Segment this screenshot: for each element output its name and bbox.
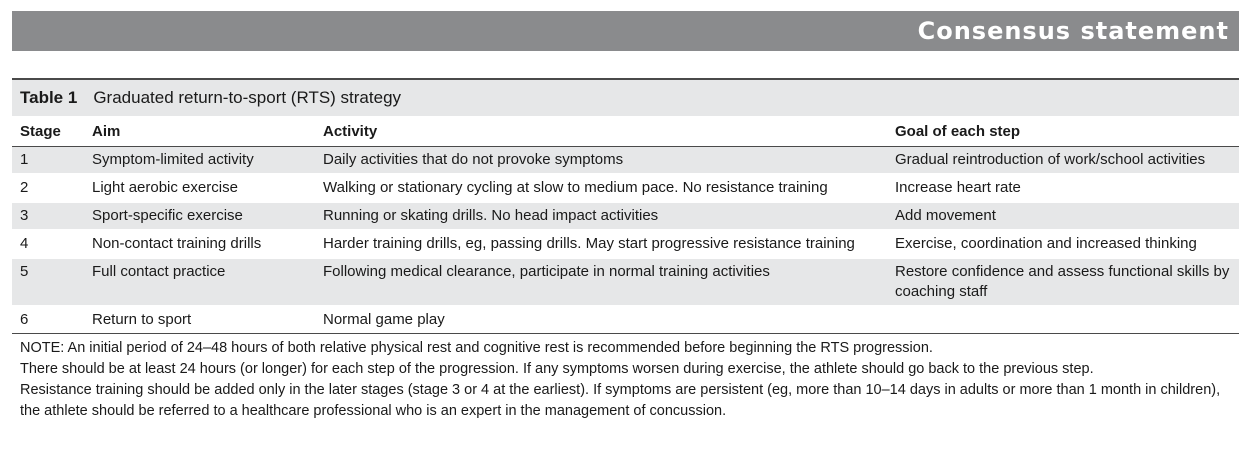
note-paragraph: NOTE: An initial period of 24–48 hours of both relative physical rest and cognitive rest is recommended before beginning the RTS progression. <box>20 340 933 356</box>
cell-activity: Following medical clearance, participate in normal training activities <box>315 258 887 306</box>
cell-stage: 1 <box>12 147 84 175</box>
section-header-band <box>12 11 1239 51</box>
cell-stage: 3 <box>12 202 84 230</box>
cell-activity: Normal game play <box>315 306 887 334</box>
table-container <box>12 78 1239 422</box>
cell-goal: Exercise, coordination and increased thinking <box>887 230 1239 258</box>
cell-goal: Gradual reintroduction of work/school activities <box>887 147 1239 175</box>
rts-strategy-table <box>12 116 1239 334</box>
cell-stage: 6 <box>12 306 84 334</box>
cell-goal: Restore confidence and assess functional skills by coaching staff <box>887 258 1239 306</box>
section-title: Consensus statement <box>917 17 1229 45</box>
table-row <box>12 306 1239 334</box>
table-row <box>12 147 1239 175</box>
cell-aim: Light aerobic exercise <box>84 174 315 202</box>
cell-activity: Harder training drills, eg, passing drills. May start progressive resistance training <box>315 230 887 258</box>
cell-goal <box>887 306 1239 334</box>
cell-aim: Return to sport <box>84 306 315 334</box>
cell-aim: Non-contact training drills <box>84 230 315 258</box>
column-header-aim: Aim <box>84 116 315 147</box>
table-row <box>12 174 1239 202</box>
cell-goal: Increase heart rate <box>887 174 1239 202</box>
note-paragraph: There should be at least 24 hours (or longer) for each step of the progression. If any symptoms worsen during exercise, the athlete should go back to the previous step. <box>20 361 1094 377</box>
cell-activity: Daily activities that do not provoke symptoms <box>315 147 887 175</box>
cell-stage: 5 <box>12 258 84 306</box>
column-header-goal: Goal of each step <box>887 116 1239 147</box>
table-row <box>12 230 1239 258</box>
table-row <box>12 202 1239 230</box>
cell-aim: Full contact practice <box>84 258 315 306</box>
table-row <box>12 258 1239 306</box>
table-label: Table 1 <box>20 88 78 107</box>
table-caption <box>12 78 1239 116</box>
cell-activity: Walking or stationary cycling at slow to medium pace. No resistance training <box>315 174 887 202</box>
cell-activity: Running or skating drills. No head impact activities <box>315 202 887 230</box>
cell-aim: Symptom-limited activity <box>84 147 315 175</box>
column-header-stage: Stage <box>12 116 84 147</box>
cell-goal: Add movement <box>887 202 1239 230</box>
table-caption-text: Graduated return-to-sport (RTS) strategy <box>93 88 402 107</box>
table-notes <box>12 334 1239 422</box>
table-header-row <box>12 116 1239 147</box>
note-paragraph: Resistance training should be added only in the later stages (stage 3 or 4 at the earliest). If symptoms are persistent (eg, more than 10–14 days in adults or more than 1 month in children), the athlete should be referred to a healthcare professional who is an expert in the management of concussion. <box>20 382 1221 419</box>
cell-stage: 4 <box>12 230 84 258</box>
cell-aim: Sport-specific exercise <box>84 202 315 230</box>
column-header-activity: Activity <box>315 116 887 147</box>
cell-stage: 2 <box>12 174 84 202</box>
